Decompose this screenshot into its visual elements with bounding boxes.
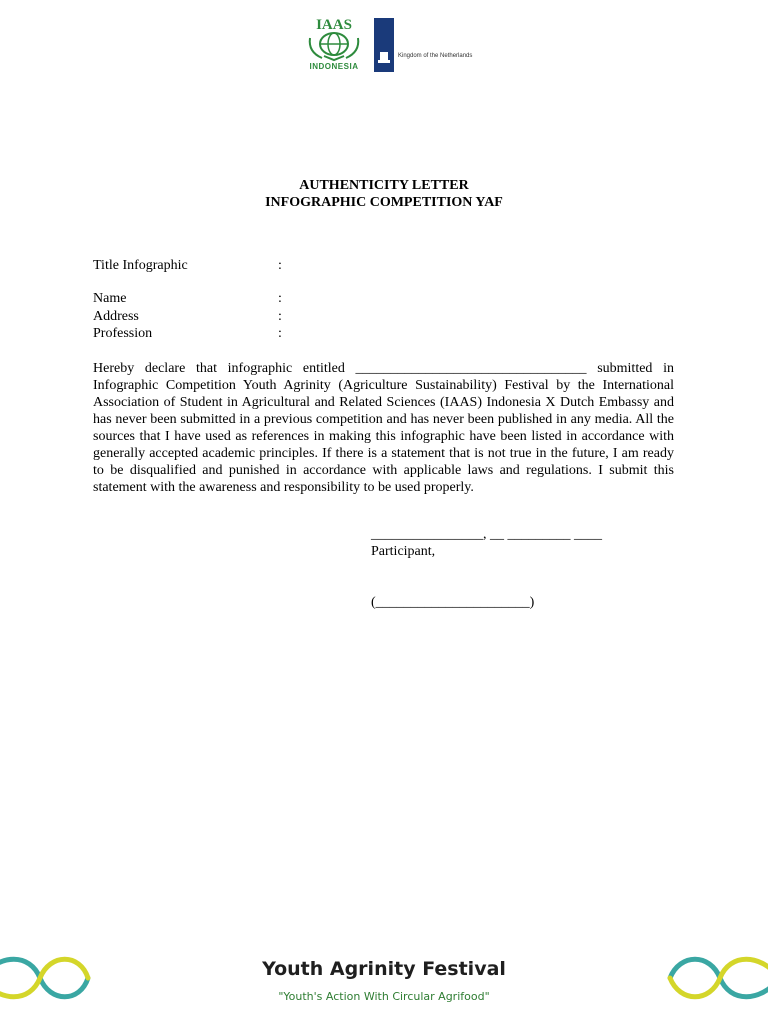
field-label-address: Address xyxy=(93,309,139,324)
declaration-paragraph: Hereby declare that infographic entitled _________________________________ submitted in Infographic Competition Youth Agrinity (Agriculture Sustainability) Festival by the International Association of Student in Agricultural and Related Sciences (IAAS) Indonesia X Dutch Embassy and has never been submitted in a previous competition and has never been published in any media. All the sources that I have used as references in making this infographic have been listed in accordance with generally accepted academic principles. If there is a statement that is not true in the future, I am ready to be disqualified and punished in accordance with applicable laws and regulations. I submit this statement with the awareness and responsibility to be used properly. xyxy=(93,361,674,495)
footer-tagline: "Youth's Action With Circular Agrifood" xyxy=(278,990,490,1003)
place-date-line: ________________, __ _________ ____ xyxy=(371,527,602,542)
field-value-name: : xyxy=(278,291,282,306)
field-value-profession: : xyxy=(278,326,282,341)
netherlands-logo-text: Kingdom of the Netherlands xyxy=(398,53,473,59)
iaas-logo-letters: IAAS xyxy=(316,17,352,33)
field-label-profession: Profession xyxy=(93,326,153,341)
document-title: AUTHENTICITY LETTER xyxy=(299,178,469,193)
footer-title: Youth Agrinity Festival xyxy=(262,958,506,980)
iaas-logo-subtext: INDONESIA xyxy=(309,62,359,71)
field-value-address: : xyxy=(278,309,282,324)
field-label-name: Name xyxy=(93,291,127,306)
field-value-title-infographic: : xyxy=(278,258,282,273)
participant-label: Participant, xyxy=(371,544,436,559)
netherlands-crest-icon xyxy=(374,18,394,72)
field-label-title-infographic: Title Infographic xyxy=(93,258,188,273)
document-subtitle: INFOGRAPHIC COMPETITION YAF xyxy=(265,195,503,210)
signature-line: (______________________) xyxy=(371,595,535,610)
